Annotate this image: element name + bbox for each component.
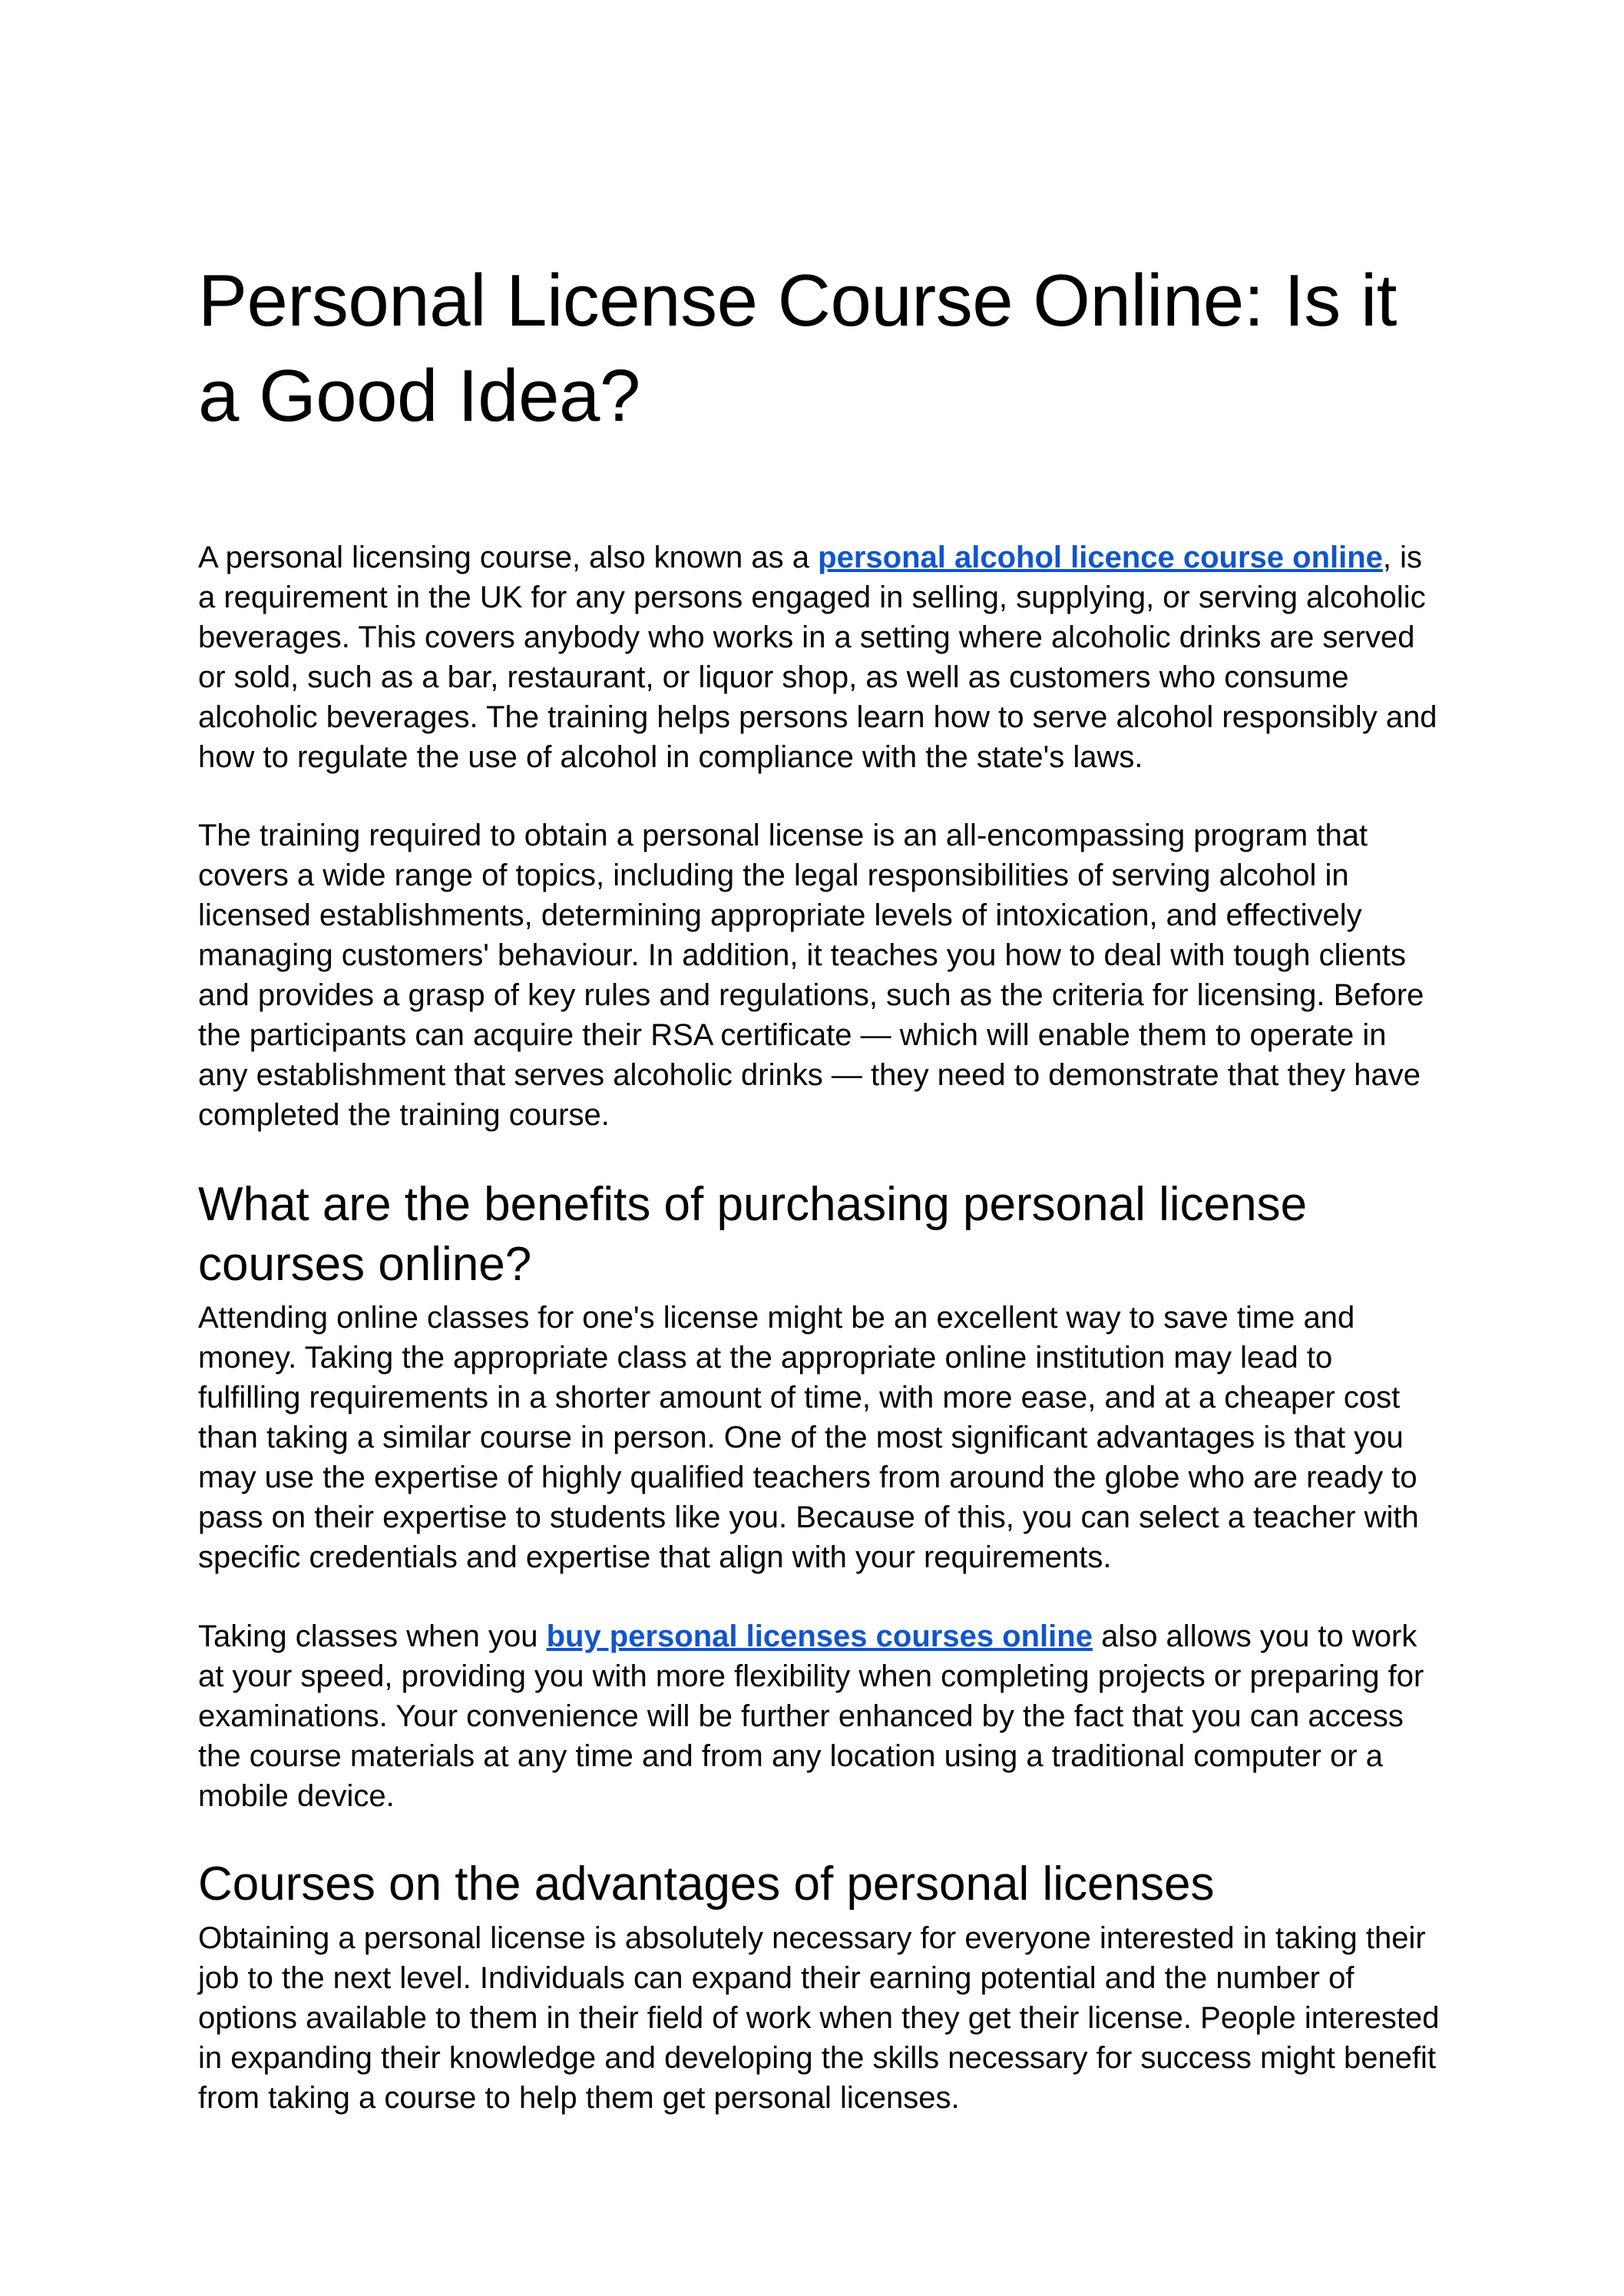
advantages-heading: Courses on the advantages of personal licenses <box>198 1858 1215 1911</box>
intro-text-after: , is a requirement in the UK for any persons engaged in selling, supplying, or serving alcoholic beverages. This covers anybody who works in a setting where alcoholic drinks are served or sold, such as a bar, restaurant, or liquor shop, as well as customers who consume alcoholic beverages. The training helps persons learn how to serve alcohol responsibly and how to regulate the use of alcohol in compliance with the state's laws. <box>198 541 1437 774</box>
speed-text-after: also allows you to work at your speed, providing you with more flexibility when completing projects or preparing for examinations. Your convenience will be further enhanced by the fact that you can access the course materials at any time and from any location using a traditional computer or a mobile device. <box>198 1619 1424 1813</box>
intro-text-before: A personal licensing course, also known as a <box>198 541 819 574</box>
speed-text-before: Taking classes when you <box>198 1619 547 1653</box>
work-at-speed-paragraph <box>198 1616 1442 1816</box>
training-paragraph: The training required to obtain a personal license is an all-encompassing program that covers a wide range of topics, including the legal responsibilities of serving alcohol in licensed establishments, determining appropriate levels of intoxication, and effectively managing customers' behaviour. In addition, it teaches you how to deal with tough clients and provides a grasp of key rules and regulations, such as the criteria for licensing. Before the participants can acquire their RSA certificate — which will enable them to operate in any establishment that serves alcoholic drinks — they need to demonstrate that they have completed the training course. <box>198 819 1424 1132</box>
online-classes-paragraph: Attending online classes for one's license might be an excellent way to save time and money. Taking the appropriate class at the appropriate online institution may lead to fulfilling requirements in a shorter amount of time, with more ease, and at a cheaper cost than taking a similar course in person. One of the most significant advantages is that you may use the expertise of highly qualified teachers from around the globe who are ready to pass on their expertise to students like you. Because of this, you can select a teacher with specific credentials and expertise that align with your requirements. <box>198 1301 1419 1574</box>
page-title: Personal License Course Online: Is it a Good Idea? <box>198 260 1397 437</box>
intro-paragraph <box>198 538 1442 777</box>
advantages-paragraph: Obtaining a personal license is absolutely necessary for everyone interested in taking their job to the next level. Individuals can expand their earning potential and the number of options available to them in their field of work when they get their license. People interested in expanding their knowledge and developing the skills necessary for success might benefit from taking a course to help them get personal licenses. <box>198 1921 1440 2115</box>
personal-alcohol-licence-link[interactable]: personal alcohol licence course online <box>818 541 1383 574</box>
buy-personal-licenses-link[interactable]: buy personal licenses courses online <box>546 1619 1093 1653</box>
benefits-heading: What are the benefits of purchasing personal license courses online? <box>198 1178 1308 1291</box>
